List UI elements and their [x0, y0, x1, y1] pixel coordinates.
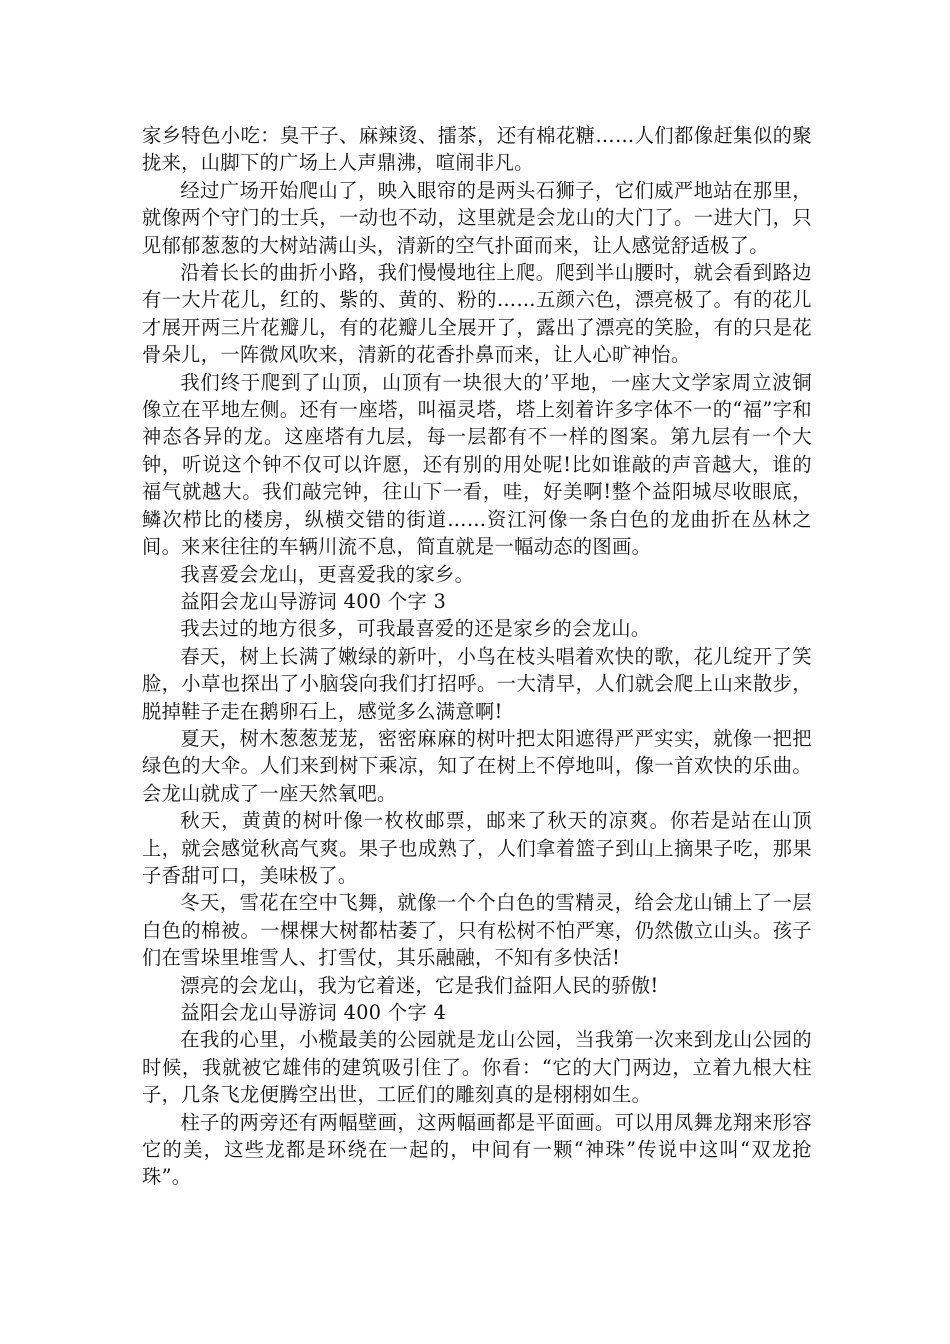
paragraph-winter: 冬天，雪花在空中飞舞，就像一个个白色的雪精灵，给会龙山铺上了一层白色的棉被。一棵棵大树都枯萎了，只有松树不怕严寒，仍然傲立山头。孩子们在雪垛里堆雪人、打雪仗，其乐融融，不知有多快活!: [142, 891, 812, 970]
paragraph-gate: 经过广场开始爬山了，映入眼帘的是两头石狮子，它们威严地站在那里，就像两个守门的士兵，一动也不动，这里就是会龙山的大门了。一进大门，只见郁郁葱葱的大树站满山头，清新的空气扑面而来，让人感觉舒适极了。: [142, 178, 812, 257]
paragraph-intro-3: 我去过的地方很多，可我最喜爱的还是家乡的会龙山。: [180, 617, 651, 641]
paragraph-snacks: 家乡特色小吃：臭干子、麻辣烫、擂茶，还有棉花糖……人们都像赶集似的聚拢来，山脚下的广场上人声鼎沸，喧闹非凡。: [142, 124, 812, 175]
paragraph-love-hometown: 我喜爱会龙山，更喜爱我的家乡。: [180, 562, 475, 586]
paragraph-summit: 我们终于爬到了山顶，山顶有一块很大的’平地，一座大文学家周立波铜像立在平地左侧。还有一座塔，叫福灵塔，塔上刻着许多字体不一的“福”字和神态各异的龙。这座塔有九层，每一层都有不一样的图案。第九层有一个大钟，听说这个钟不仅可以许愿，还有别的用处呢!比如谁敲的声音越大，谁的福气就越大。我们敲完钟，往山下一看，哇，好美啊!整个益阳城尽收眼底，鳞次栉比的楼房，纵横交错的街道……资江河像一条白色的龙曲折在丛林之间。来来往往的车辆川流不息，简直就是一幅动态的图画。: [142, 370, 812, 559]
paragraph-spring: 春天，树上长满了嫩绿的新叶，小鸟在枝头唱着欢快的歌，花儿绽开了笑脸，小草也探出了小脑袋向我们打招呼。一大清早，人们就会爬上山来散步，脱掉鞋子走在鹅卵石上，感觉多么满意啊!: [142, 644, 812, 723]
paragraph-murals: 柱子的两旁还有两幅壁画，这两幅画都是平面画。可以用凤舞龙翔来形容它的美，这些龙都是环绕在一起的，中间有一颗“神珠”传说中这叫“双龙抢珠”。: [142, 1110, 812, 1189]
paragraph-flowers: 沿着长长的曲折小路，我们慢慢地往上爬。爬到半山腰时，就会看到路边有一大片花儿，红的、紫的、黄的、粉的……五颜六色，漂亮极了。有的花儿才展开两三片花瓣儿，有的花瓣儿全展开了，露出了漂亮的笑脸，有的只是花骨朵儿，一阵微风吹来，清新的花香扑鼻而来，让人心旷神怡。: [142, 261, 812, 367]
document-body: [142, 122, 812, 1191]
section-heading-4: 益阳会龙山导游词 400 个字 4: [180, 1001, 447, 1024]
paragraph-conclusion-3: 漂亮的会龙山，我为它着迷，它是我们益阳人民的骄傲!: [180, 973, 659, 997]
paragraph-summer: 夏天，树木葱葱茏茏，密密麻麻的树叶把太阳遮得严严实实，就像一把把绿色的大伞。人们来到树下乘凉，知了在树上不停地叫，像一首欢快的乐曲。会龙山就成了一座天然氧吧。: [142, 726, 812, 805]
section-heading-3: 益阳会龙山导游词 400 个字 3: [180, 589, 447, 613]
paragraph-autumn: 秋天，黄黄的树叶像一枚枚邮票，邮来了秋天的凉爽。你若是站在山顶上，就会感觉秋高气爽。果子也成熟了，人们拿着篮子到山上摘果子吃，那果子香甜可口，美味极了。: [142, 809, 812, 887]
paragraph-park-gate: 在我的心里，小榄最美的公园就是龙山公园，当我第一次来到龙山公园的时候，我就被它雄伟的建筑吸引住了。你看：“它的大门两边，立着九根大柱子，几条飞龙便腾空出世，工匠们的雕刻真的是栩栩如生。: [142, 1028, 812, 1107]
